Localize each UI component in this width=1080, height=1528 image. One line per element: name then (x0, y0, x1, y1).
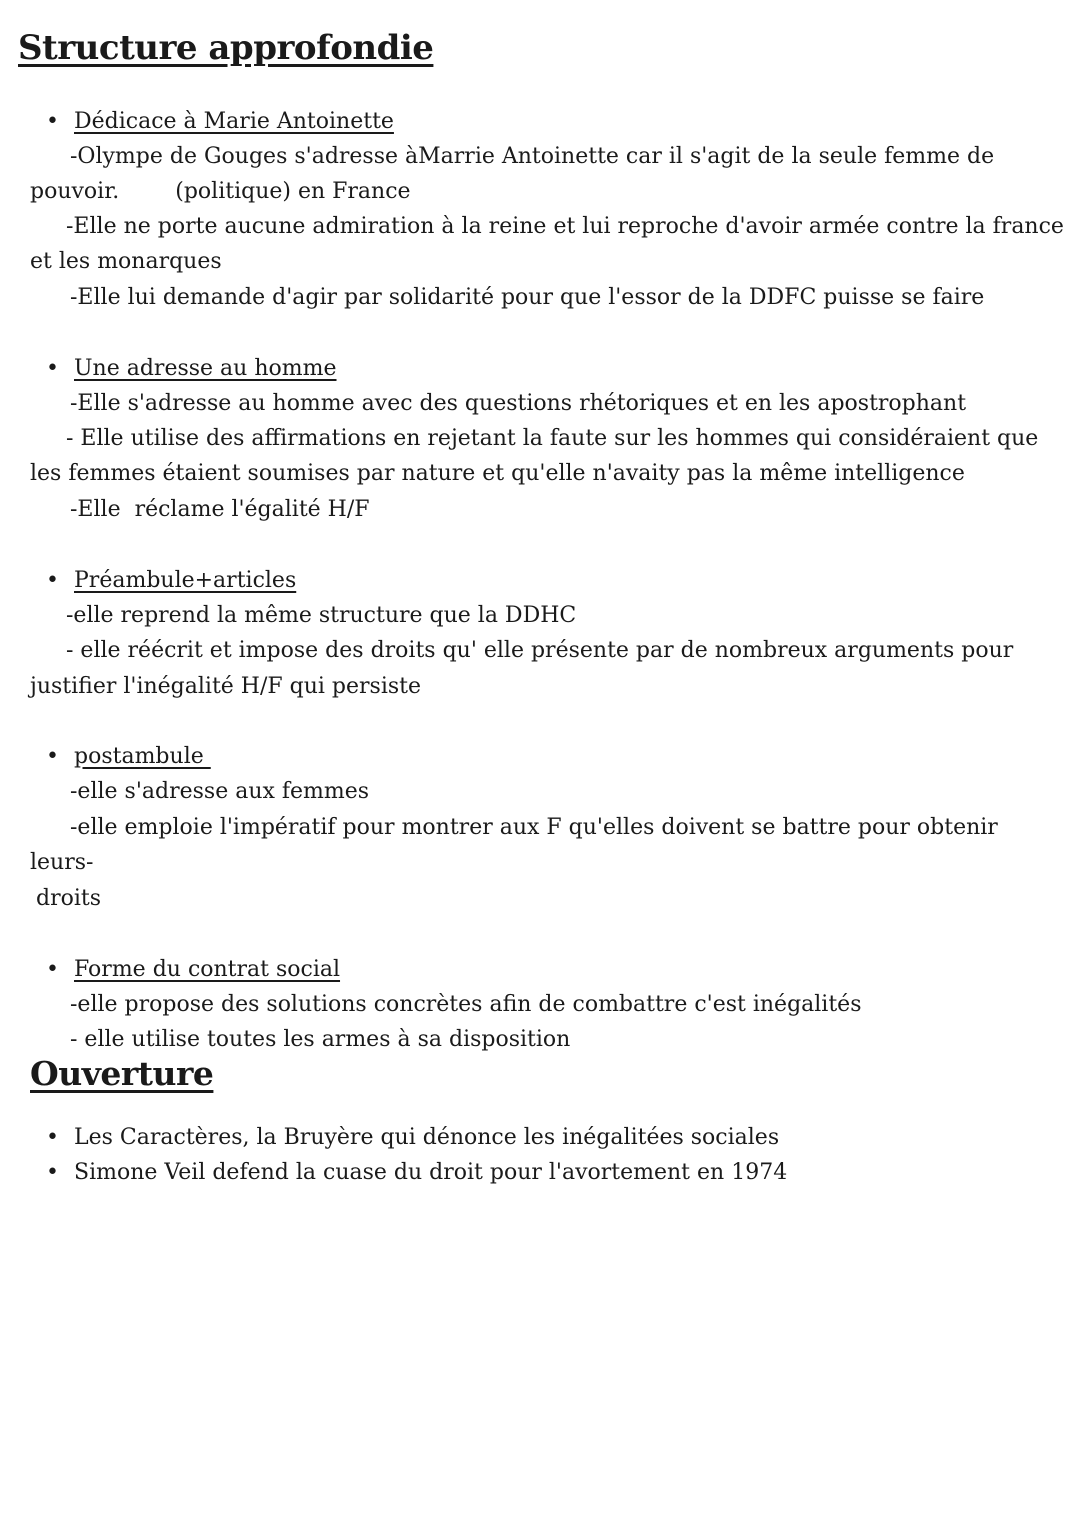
section-heading: Préambule+articles (74, 568, 297, 593)
section-line: -elle s'adresse aux femmes (70, 779, 370, 804)
bullet-icon: • (46, 744, 59, 769)
section-line: - elle réécrit et impose des droits qu' elle présente par de nombreux arguments pour (66, 638, 1014, 663)
section-line: - Elle utilise des affirmations en rejetant la faute sur les hommes qui considéraient que (66, 426, 1039, 451)
section-line: -Elle lui demande d'agir par solidarité pour que l'essor de la DDFC puisse se faire (70, 285, 985, 310)
bullet-icon: • (46, 957, 59, 982)
ouverture-item: Les Caractères, la Bruyère qui dénonce les inégalitées sociales (74, 1125, 780, 1150)
section-heading: Dédicace à Marie Antoinette (74, 109, 394, 134)
section-line: droits (36, 886, 102, 911)
section-line: pouvoir. (politique) en France (30, 179, 411, 204)
section-line: -Olympe de Gouges s'adresse àMarrie Antoinette car il s'agit de la seule femme de (70, 144, 995, 169)
section-line: les femmes étaient soumises par nature et qu'elle n'avaity pas la même intelligence (30, 461, 965, 486)
section-line: -Elle réclame l'égalité H/F (70, 497, 370, 522)
bullet-icon: • (46, 1160, 59, 1185)
bullet-icon: • (46, 1125, 59, 1150)
section-heading: Une adresse au homme (74, 356, 337, 381)
ouverture-item: Simone Veil defend la cuase du droit pour l'avortement en 1974 (74, 1160, 788, 1185)
section-line: justifier l'inégalité H/F qui persiste (30, 674, 422, 699)
section-line: -elle emploie l'impératif pour montrer aux F qu'elles doivent se battre pour obtenir (70, 815, 998, 840)
bullet-icon: • (46, 568, 59, 593)
section-line: -elle propose des solutions concrètes afin de combattre c'est inégalités (70, 992, 862, 1017)
section-heading: postambule (74, 744, 211, 769)
section-line: et les monarques (30, 249, 222, 274)
section-heading: Forme du contrat social (74, 957, 341, 982)
section-line: -elle reprend la même structure que la DDHC (66, 603, 577, 628)
section-line: -Elle s'adresse au homme avec des questions rhétoriques et en les apostrophant (70, 391, 967, 416)
bullet-icon: • (46, 356, 59, 381)
section-line: - elle utilise toutes les armes à sa disposition (70, 1027, 571, 1052)
ouverture-title: Ouverture (30, 1054, 214, 1093)
bullet-icon: • (46, 109, 59, 134)
section-line: -Elle ne porte aucune admiration à la reine et lui reproche d'avoir armée contre la france (66, 214, 1064, 239)
page-title: Structure approfondie (18, 28, 434, 68)
section-line: leurs- (30, 850, 94, 875)
